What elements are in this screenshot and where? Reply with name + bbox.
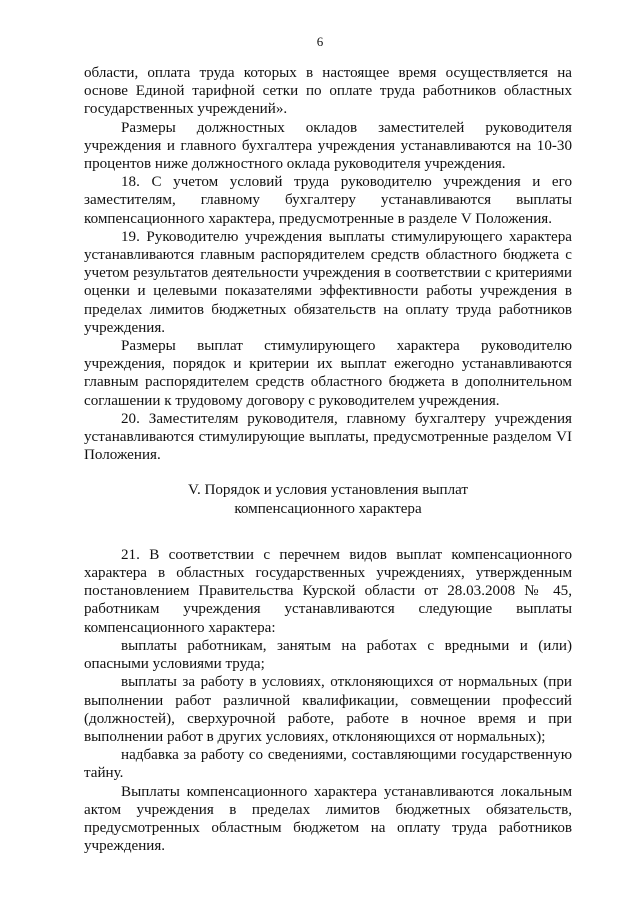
paragraph-incentive-sizes: Размеры выплат стимулирующего характера руководителю учреждения, порядок и критерии их выплат ежегодно устанавливаются главным распорядителем средств областного бюджета в дополнительном соглашении к трудовому договору с руководителем учреждения. — [84, 338, 572, 409]
paragraph-item-21: 21. В соответствии с перечнем видов выплат компенсационного характера в областных государственных учреждениях, утвержденным постановлением Правительства Курской области от 28.03.2008 № 45, работникам учреждения устанавливаются следующие выплаты компенсационного характера: — [84, 546, 572, 636]
paragraph-item-20: 20. Заместителям руководителя, главному бухгалтеру учреждения устанавливаются стимулирующие выплаты, предусмотренные разделом VI Положения. — [84, 410, 572, 464]
paragraph-continuation: области, оплата труда которых в настоящее время осуществляется на основе Единой тарифной сетки по оплате труда работников областных государственных учреждений». — [84, 65, 572, 118]
paragraph-deputy-salaries: Размеры должностных окладов заместителей руководителя учреждения и главного бухгалтера учреждения устанавливаются на 10-30 процентов ниже должностного оклада руководителя учреждения. — [84, 119, 572, 173]
paragraph-local-act: Выплаты компенсационного характера устанавливаются локальным актом учреждения в пределах лимитов бюджетных обязательств, предусмотренных областным бюджетом на оплату труда работников учреждения. — [84, 783, 572, 855]
paragraph-state-secret: надбавка за работу со сведениями, составляющими государственную тайну. — [84, 747, 572, 782]
paragraph-item-19: 19. Руководителю учреждения выплаты стимулирующего характера устанавливаются главным распорядителем средств областного бюджета с учетом результатов деятельности учреждения в соответствии с критериями оценки и целевыми показателями эффективности работы учреждения в пределах лимитов бюджетных обязательств на оплату труда работников учреждения. — [84, 228, 572, 336]
paragraph-abnormal-conditions: выплаты за работу в условиях, отклоняющихся от нормальных (при выполнении работ различной квалификации, совмещении профессий (должностей), сверхурочной работе, работе в ночное время и при выполнении работ в других условиях, отклоняющихся от нормальных); — [84, 674, 572, 745]
paragraph-harmful-conditions: выплаты работникам, занятым на работах с вредными и (или) опасными условиями труда; — [84, 637, 572, 673]
page-number: 6 — [316, 34, 324, 49]
paragraph-item-18: 18. С учетом условий труда руководителю учреждения и его заместителям, главному бухгалтеру устанавливаются выплаты компенсационного характера, предусмотренные в разделе V Положения. — [84, 174, 572, 227]
document-body — [84, 64, 572, 855]
section-heading — [84, 481, 572, 517]
section-heading-line-1: V. Порядок и условия установления выплат — [187, 482, 469, 499]
section-heading-line-2: компенсационного характера — [234, 500, 422, 517]
